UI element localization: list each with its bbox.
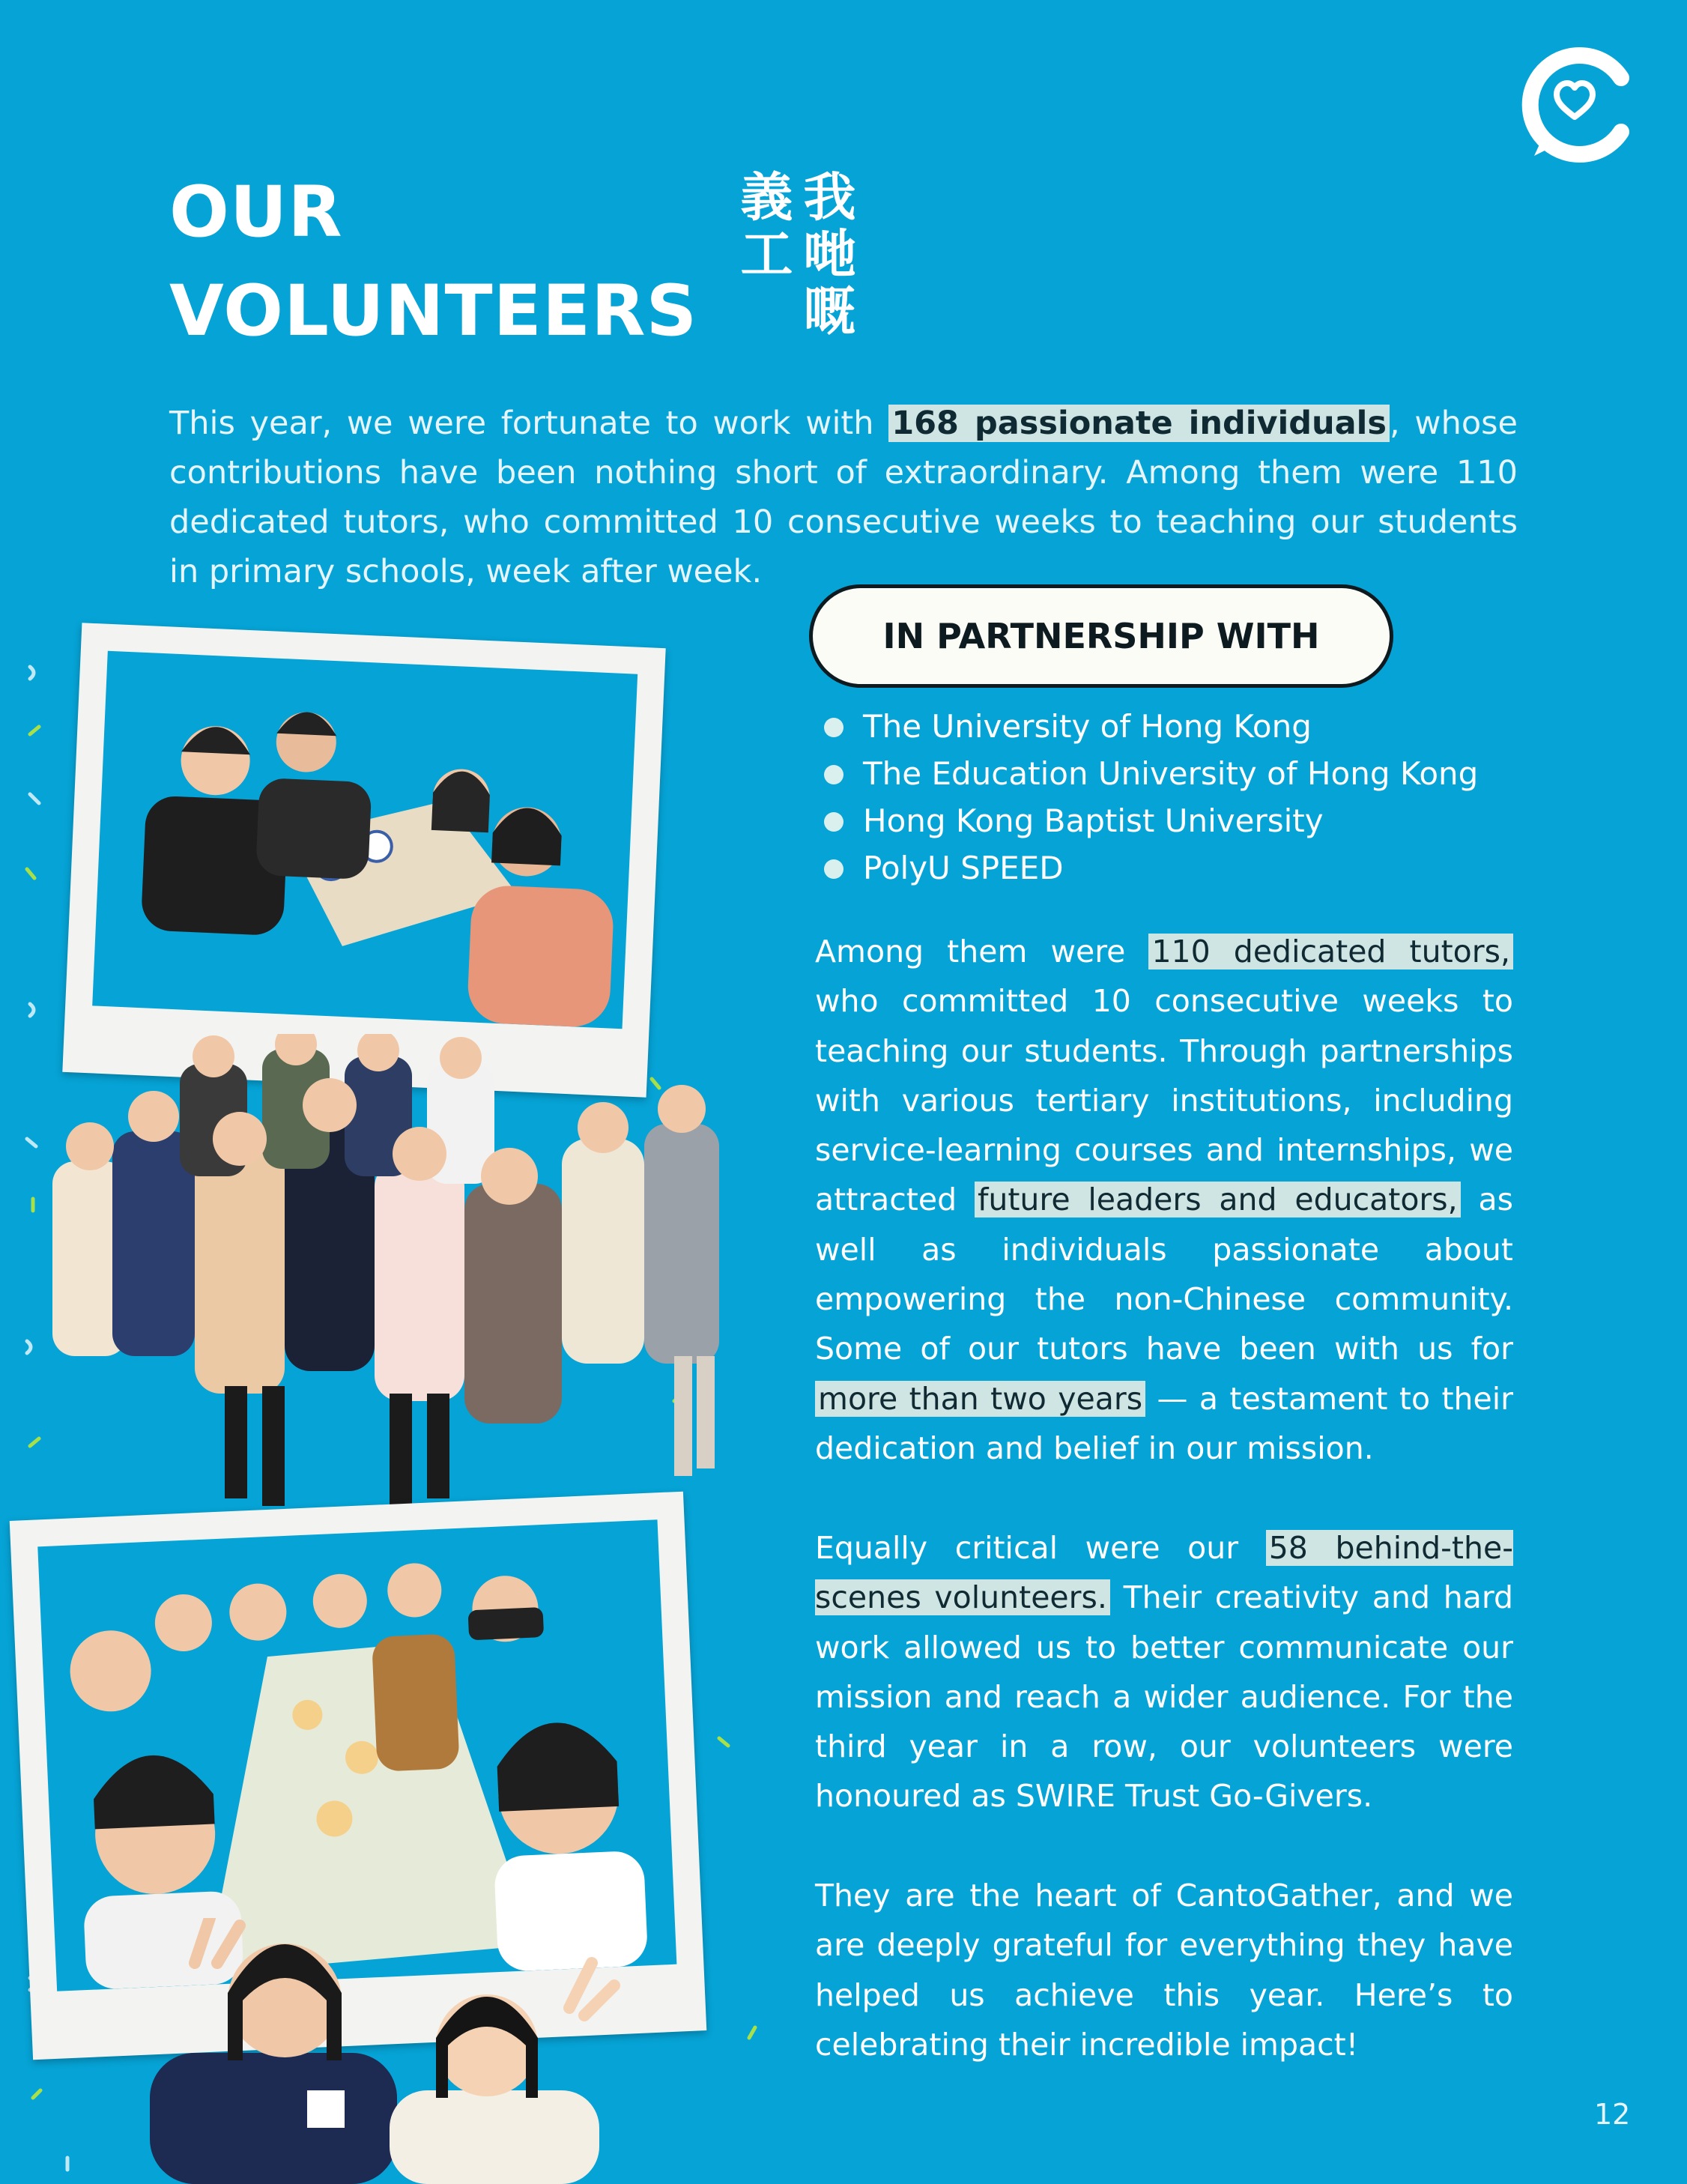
page-number: 12 — [1594, 2098, 1631, 2131]
partner-list — [824, 703, 1478, 892]
page-title — [169, 163, 697, 361]
group-photo-4 — [120, 1918, 719, 2184]
group-photo-1 — [92, 651, 637, 1029]
highlight-future-leaders: future leaders and educators, — [975, 1182, 1461, 1217]
chinese-title: 我哋嘅義工 — [732, 169, 856, 340]
bullet-dot-icon — [824, 718, 844, 737]
title-line-2: VOLUNTEERS — [169, 270, 698, 352]
list-item: PolyU SPEED — [824, 844, 1478, 892]
list-item: The Education University of Hong Kong — [824, 750, 1478, 797]
title-line-1: OUR — [169, 172, 343, 253]
list-item: The University of Hong Kong — [824, 703, 1478, 750]
photo-frame-1 — [62, 623, 665, 1097]
photo-collage — [0, 614, 779, 2184]
bullet-dot-icon — [824, 812, 844, 832]
volunteers-paragraph: Equally critical were our 58 behind-the-scenes volunteers. Their creativity and hard work allowed us to better communicate our mission and reach a wider audience. For the third year in a row, our volunteers were honoured as SWIRE Trust Go-Givers. — [815, 1530, 1513, 1815]
highlight-110-tutors: 110 dedicated tutors, — [1148, 934, 1513, 970]
bullet-dot-icon — [824, 859, 844, 879]
partnership-heading: IN PARTNERSHIP WITH — [809, 584, 1393, 688]
highlight-58-volunteers: 58 behind-the-scenes volunteers. — [815, 1530, 1513, 1616]
group-photo-2 — [45, 1034, 764, 1528]
bullet-dot-icon — [824, 765, 844, 784]
highlight-168-individuals: 168 passionate individuals — [888, 405, 1390, 442]
highlight-two-years: more than two years — [815, 1381, 1145, 1417]
tutors-paragraph: Among them were 110 dedicated tutors, who committed 10 consecutive weeks to teaching our students. Through partnerships with various tertiary institutions, including service-learning courses and internships, we attracted future leaders and educators, as well as individuals passionate about empowering the non-Chinese community. Some of our tutors have been with us for more than two years — a testament to their dedication and belief in our mission. — [815, 934, 1513, 1466]
list-item: Hong Kong Baptist University — [824, 797, 1478, 844]
intro-paragraph: This year, we were fortunate to work with 168 passionate individuals, whose contributions have been nothing short of extraordinary. Among them were 110 dedicated tutors, who committed 10 consecutive weeks to teaching our students in primary schools, week after week. — [169, 405, 1518, 590]
closing-paragraph: They are the heart of CantoGather, and we are deeply grateful for everything they have helped us achieve this year. Here’s to celebrating their incredible impact! — [815, 1878, 1513, 2063]
cantogather-logo-icon — [1518, 43, 1632, 166]
